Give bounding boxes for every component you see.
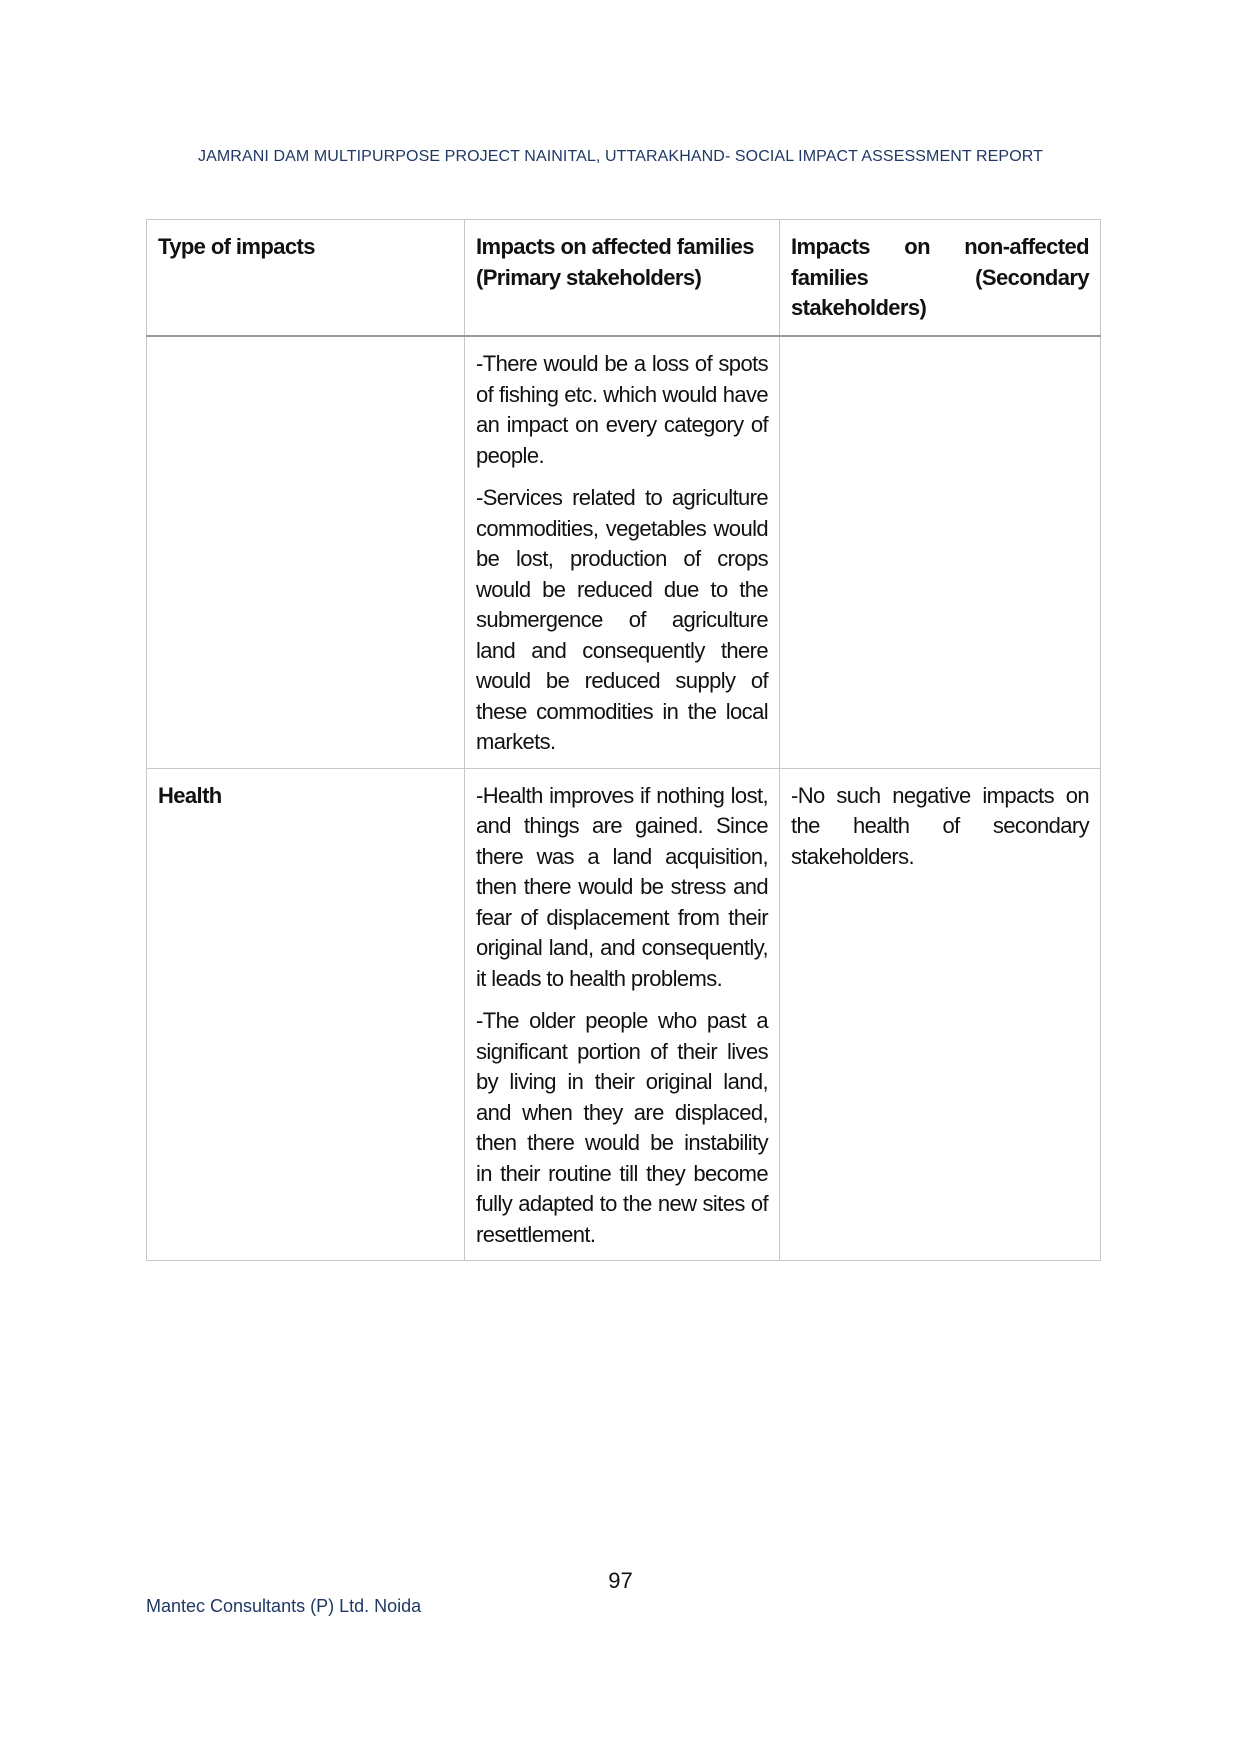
running-header: JAMRANI DAM MULTIPURPOSE PROJECT NAINITAL, UTTARAKHAND- SOCIAL IMPACT ASSESSMENT REPORT	[198, 148, 1043, 165]
secondary-impacts-cell	[780, 336, 1101, 768]
impacts-table	[146, 219, 1101, 1261]
table-header-row	[147, 220, 1101, 337]
impact-type-cell: Health	[147, 768, 465, 1261]
table-row	[147, 768, 1101, 1261]
column-header-type: Type of impacts	[147, 220, 465, 337]
primary-impacts-cell	[465, 768, 780, 1261]
primary-impact-paragraph: -Services related to agriculture commodities, vegetables would be lost, production of crops would be reduced due to the submergence of agriculture land and consequently there would be reduced supply of these commodities in the local markets.	[476, 485, 768, 754]
secondary-impact-paragraph: -No such negative impacts on the health of secondary stakeholders.	[791, 782, 1089, 869]
footer-company: Mantec Consultants (P) Ltd. Noida	[146, 1596, 422, 1616]
secondary-impacts-cell	[780, 768, 1101, 1261]
page-number: 97	[608, 1568, 633, 1593]
column-header-secondary: Impacts on non-affected families (Secondary stakeholders)	[780, 220, 1101, 337]
primary-impacts-cell	[465, 336, 780, 768]
primary-impact-paragraph: -There would be a loss of spots of fishing etc. which would have an impact on every category of people.	[476, 351, 768, 468]
column-header-primary: Impacts on affected families (Primary stakeholders)	[465, 220, 780, 337]
impact-type-cell	[147, 336, 465, 768]
primary-impact-paragraph: -Health improves if nothing lost, and things are gained. Since there was a land acquisition, then there would be stress and fear of displacement from their original land, and consequently, it leads to health problems.	[476, 782, 768, 991]
primary-impact-paragraph: -The older people who past a significant portion of their lives by living in their original land, and when they are displaced, then there would be instability in their routine till they become fully adapted to the new sites of resettlement.	[476, 1008, 768, 1247]
table-row	[147, 336, 1101, 768]
